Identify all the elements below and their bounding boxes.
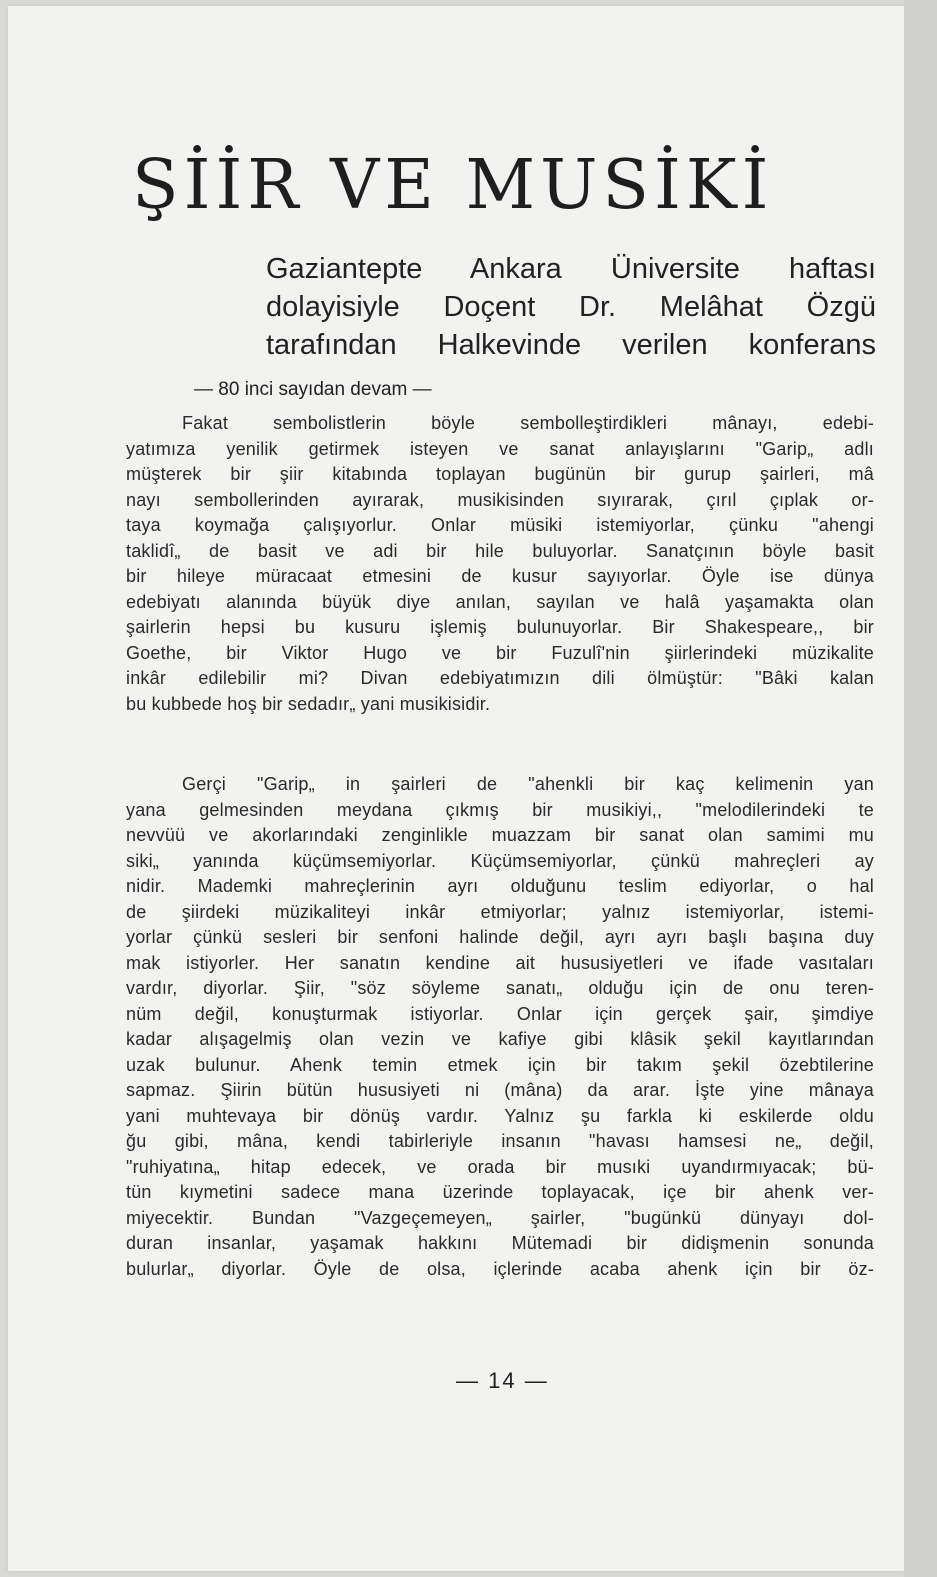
text-line: ğu gibi, mâna, kendi tabirleriyle insanın "havası hamsesi ne„ değil,	[126, 1131, 874, 1151]
text-line: de şiirdeki müzikaliteyi inkâr etmiyorlar; yalnız istemiyorlar, istemi-	[126, 901, 874, 922]
subtitle-line: dolayisiyle Doçent Dr. Melâhat Özgü	[266, 291, 876, 323]
text-line: şairlerin hepsi bu kusuru işlemiş bulunuyorlar. Bir Shakespeare,, bir	[126, 617, 874, 637]
text-line: sapmaz. Şiirin bütün hususiyeti ni (mâna) da arar. İşte yine mânaya	[126, 1080, 874, 1100]
text-line: yani muhtevaya bir dönüş vardır. Yalnız şu farkla ki eskilerde oldu	[126, 1105, 874, 1126]
paragraph-1	[126, 411, 874, 717]
text-line: miyecektir. Bundan "Vazgeçemeyen„ şairler, "bugünkü dünyayı dol-	[126, 1207, 874, 1228]
text-line: bir hileye müracaat etmesini de kusur sayıyorlar. Öyle ise dünya	[126, 566, 874, 586]
text-line: yana gelmesinden meydana çıkmış bir musikiyi,, "melodilerindeki te	[126, 799, 874, 820]
text-line: taya koymağa çalışıyorlur. Onlar müsiki istemiyorlar, çünku "ahengi	[126, 515, 874, 535]
text-line: duran insanlar, yaşamak hakkını Mütemadi bir didişmenin sonunda	[126, 1233, 874, 1253]
text-line: Goethe, bir Viktor Hugo ve bir Fuzulî'nin şiirlerindeki müzikalite	[126, 642, 874, 663]
page-title: ŞİİR VE MUSİKİ	[132, 146, 774, 225]
paragraph-2	[126, 772, 874, 1282]
subtitle-block	[266, 250, 876, 364]
text-line: mak istiyorler. Her sanatın kendine ait hususiyetleri ve ifade vasıtaları	[126, 952, 874, 973]
text-line: nayı sembollerinden ayırarak, musikisinden sıyırarak, çırıl çıplak or-	[126, 489, 874, 510]
text-line: müşterek bir şiir kitabında toplayan bugünün bir gurup şairleri, mâ	[126, 464, 874, 484]
text-line: edebiyatı alanında büyük diye anılan, sayılan ve halâ yaşamakta olan	[126, 591, 874, 612]
text-line: nevvüü ve akorlarındaki zenginlikle muazzam bir sanat olan samimi mu	[126, 825, 874, 845]
text-line: nüm değil, konuşturmak istiyorlar. Onlar için gerçek şair, şimdiye	[126, 1003, 874, 1024]
text-line: kadar alışagelmiş olan vezin ve kafiye gibi klâsik şekil kayıtlarından	[126, 1029, 874, 1049]
text-line: tün kıymetini sadece mana üzerinde toplayacak, içe bir ahenk ver-	[126, 1182, 874, 1202]
text-line: taklidî„ de basit ve adi bir hile buluyorlar. Sanatçının böyle basit	[126, 540, 874, 561]
text-line: Fakat sembolistlerin böyle sembolleştirdikleri mânayı, edebi-	[182, 413, 874, 433]
text-line: bulurlar„ diyorlar. Öyle de olsa, içlerinde acaba ahenk için bir öz-	[126, 1258, 874, 1279]
text-line: uzak bulunur. Ahenk temin etmek için bir takım şekil özebtilerine	[126, 1054, 874, 1075]
text-line: nidir. Mademki mahreçlerinin ayrı olduğunu teslim ediyorlar, o hal	[126, 876, 874, 896]
continuation-note: — 80 inci sayıdan devam —	[194, 379, 432, 400]
subtitle-line: Gaziantepte Ankara Üniversite haftası	[266, 253, 876, 285]
text-line: inkâr edilebilir mi? Divan edebiyatımızın dili ölmüştür: "Bâki kalan	[126, 668, 874, 688]
book-page	[8, 6, 904, 1571]
page-number: — 14 —	[456, 1368, 549, 1393]
text-line: "ruhiyatına„ hitap edecek, ve orada bir musıki uyandırmıyacak; bü-	[126, 1156, 874, 1177]
text-line: Gerçi "Garip„ in şairleri de "ahenkli bir kaç kelimenin yan	[182, 774, 874, 794]
text-line: vardır, diyorlar. Şiir, "söz söyleme sanatı„ olduğu için de onu teren-	[126, 978, 874, 998]
subtitle-line: tarafından Halkevinde verilen konferans	[266, 329, 876, 361]
text-line: yatımıza yenilik getirmek isteyen ve sanat anlayışlarını "Garip„ adlı	[126, 438, 874, 459]
text-line: siki„ yanında küçümsemiyorlar. Küçümsemiyorlar, çünkü mahreçleri ay	[126, 850, 874, 871]
text-line: yorlar çünkü sesleri bir senfoni halinde değil, ayrı ayrı başlı başına duy	[126, 927, 874, 947]
text-line: bu kubbede hoş bir sedadır„ yani musikisidir.	[126, 693, 491, 714]
page-edge-shadow	[904, 0, 937, 1577]
